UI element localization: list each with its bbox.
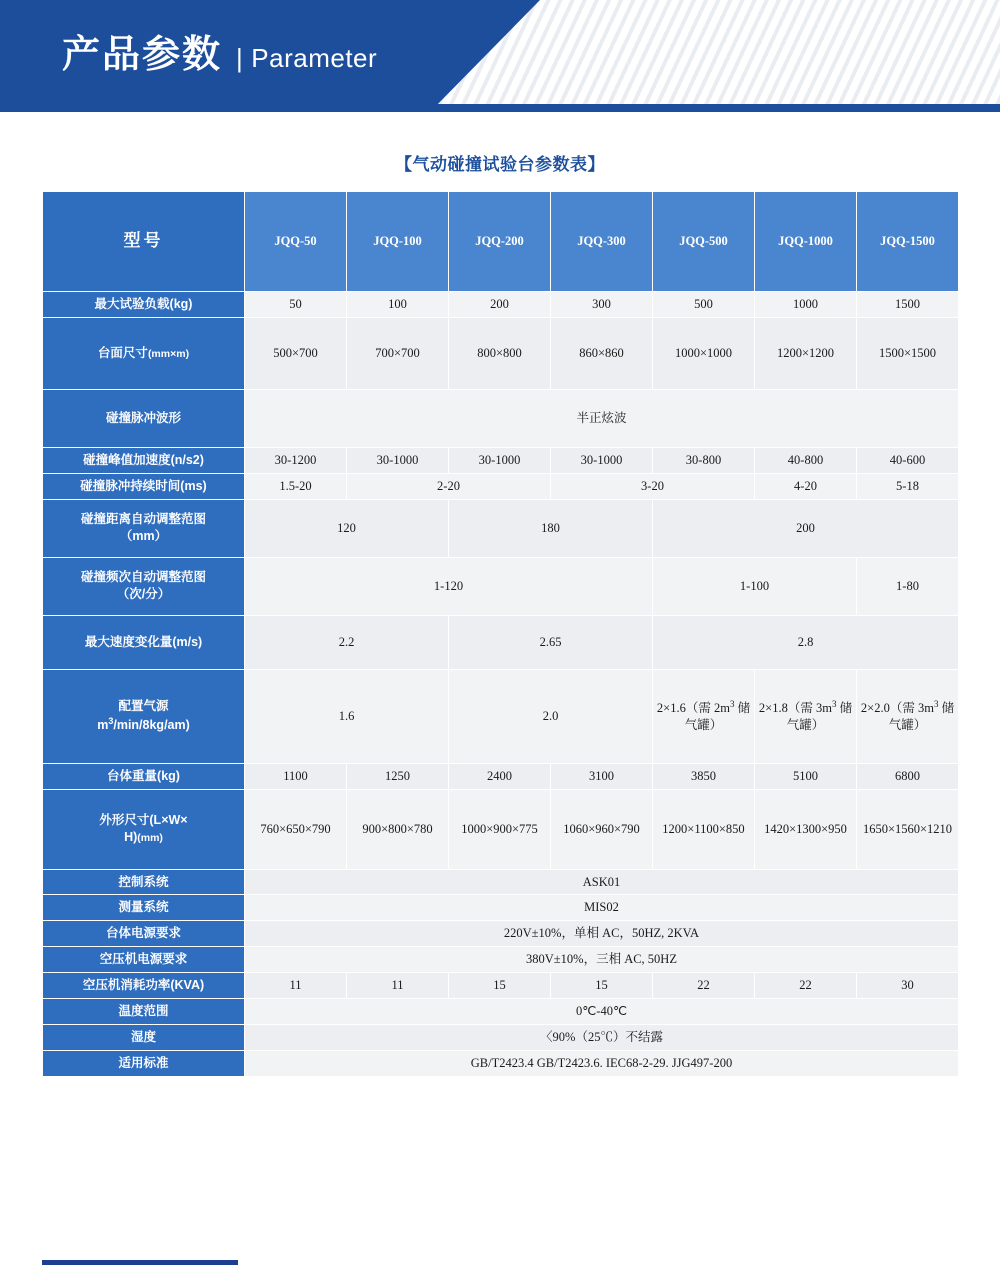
column-header-model: JQQ-500: [653, 192, 755, 292]
table-cell: 30-1000: [347, 447, 449, 473]
spec-table-wrapper: [42, 191, 958, 1077]
table-row: [43, 615, 959, 669]
table-cell: 2-20: [347, 473, 551, 499]
table-row: [43, 389, 959, 447]
row-label: 最大试验负载(kg): [43, 292, 245, 318]
table-cell: 500×700: [245, 317, 347, 389]
table-cell: 15: [449, 973, 551, 999]
table-cell: 30: [857, 973, 959, 999]
table-row: [43, 998, 959, 1024]
table-cell: 5100: [755, 763, 857, 789]
table-cell: 50: [245, 292, 347, 318]
table-cell: 700×700: [347, 317, 449, 389]
column-header-model: JQQ-50: [245, 192, 347, 292]
table-cell: 2×2.0（需 $3m^3$ 储气罐）: [857, 669, 959, 763]
table-cell: ASK01: [245, 869, 959, 895]
table-row: [43, 447, 959, 473]
table-row: [43, 763, 959, 789]
table-row: [43, 1024, 959, 1050]
table-row: [43, 921, 959, 947]
banner-text-group: [62, 36, 377, 74]
table-cell: 1500: [857, 292, 959, 318]
row-label: 空压机电源要求: [43, 947, 245, 973]
table-cell: 2×1.8（需 $3m^3$ 储气罐）: [755, 669, 857, 763]
row-label: 碰撞脉冲持续时间(ms): [43, 473, 245, 499]
table-cell: 〈90%（25℃）不结露: [245, 1024, 959, 1050]
table-header-row: [43, 192, 959, 292]
banner-divider: |: [236, 43, 244, 73]
table-cell: 2.2: [245, 615, 449, 669]
row-label: 最大速度变化量(m/s): [43, 615, 245, 669]
table-cell: 3850: [653, 763, 755, 789]
table-cell: 30-1000: [449, 447, 551, 473]
row-label-header: 型号: [43, 192, 245, 292]
table-row: [43, 317, 959, 389]
table-cell: 900×800×780: [347, 789, 449, 869]
table-cell: 300: [551, 292, 653, 318]
table-cell: 1200×1100×850: [653, 789, 755, 869]
banner-bottom-bar: [0, 104, 1000, 112]
row-label: 碰撞频次自动调整范图 （次/分）: [43, 557, 245, 615]
column-header-model: JQQ-1500: [857, 192, 959, 292]
table-cell: 860×860: [551, 317, 653, 389]
table-cell: 1060×960×790: [551, 789, 653, 869]
table-cell: 4-20: [755, 473, 857, 499]
row-label: 碰撞脉冲波形: [43, 389, 245, 447]
table-cell: 1-80: [857, 557, 959, 615]
table-cell: 半正炫波: [245, 389, 959, 447]
table-cell: 30-800: [653, 447, 755, 473]
row-label: 配置气源 $m^3/\min/8kg/am$): [43, 669, 245, 763]
table-row: [43, 973, 959, 999]
table-row: [43, 669, 959, 763]
row-label: 适用标准: [43, 1050, 245, 1076]
table-cell: 1000×900×775: [449, 789, 551, 869]
table-cell: 1100: [245, 763, 347, 789]
table-cell: 30-1200: [245, 447, 347, 473]
table-cell: 1000: [755, 292, 857, 318]
banner-title-cn: 产品参数: [62, 34, 223, 76]
table-cell: 100: [347, 292, 449, 318]
row-label: 台体电源要求: [43, 921, 245, 947]
column-header-model: JQQ-200: [449, 192, 551, 292]
table-cell: 40-600: [857, 447, 959, 473]
table-cell: 22: [755, 973, 857, 999]
table-cell: 200: [653, 499, 959, 557]
table-row: [43, 789, 959, 869]
table-cell: 30-1000: [551, 447, 653, 473]
table-cell: 2.65: [449, 615, 653, 669]
table-cell: 500: [653, 292, 755, 318]
table-cell: 6800: [857, 763, 959, 789]
table-cell: 1-100: [653, 557, 857, 615]
table-cell: 1420×1300×950: [755, 789, 857, 869]
row-label: 温度范围: [43, 998, 245, 1024]
row-label: 空压机消耗功率(KVA): [43, 973, 245, 999]
table-title: 【气动碰撞试验台参数表】: [395, 155, 605, 174]
spec-table-body: [43, 192, 959, 1077]
table-cell: 1-120: [245, 557, 653, 615]
table-cell: 1000×1000: [653, 317, 755, 389]
row-label: 台面尺寸(mm×m): [43, 317, 245, 389]
table-cell: GB/T2423.4 GB/T2423.6. IEC68-2-29. JJG497-200: [245, 1050, 959, 1076]
table-cell: 2400: [449, 763, 551, 789]
table-cell: 200: [449, 292, 551, 318]
table-cell: 1200×1200: [755, 317, 857, 389]
table-row: [43, 499, 959, 557]
table-cell: 380V±10%，三相 AC, 50HZ: [245, 947, 959, 973]
table-cell: 180: [449, 499, 653, 557]
table-cell: MIS02: [245, 895, 959, 921]
table-cell: 22: [653, 973, 755, 999]
table-cell: 40-800: [755, 447, 857, 473]
table-cell: 11: [347, 973, 449, 999]
table-row: [43, 947, 959, 973]
table-cell: 1.6: [245, 669, 449, 763]
table-cell: 2.8: [653, 615, 959, 669]
table-cell: 5-18: [857, 473, 959, 499]
table-cell: 1250: [347, 763, 449, 789]
table-cell: 15: [551, 973, 653, 999]
row-label: 测量系统: [43, 895, 245, 921]
banner-title-en: [236, 45, 377, 71]
page-banner: [0, 0, 1000, 112]
table-cell: 3-20: [551, 473, 755, 499]
table-cell: 800×800: [449, 317, 551, 389]
row-label: 控制系统: [43, 869, 245, 895]
table-cell: 760×650×790: [245, 789, 347, 869]
table-row: [43, 1050, 959, 1076]
row-label: 外形尺寸(L×W× H)(mm): [43, 789, 245, 869]
table-cell: 120: [245, 499, 449, 557]
spec-table: [42, 191, 959, 1077]
table-cell: 3100: [551, 763, 653, 789]
table-cell: 11: [245, 973, 347, 999]
banner-title-en-text: Parameter: [251, 43, 378, 73]
table-row: [43, 557, 959, 615]
table-cell: 1.5-20: [245, 473, 347, 499]
table-row: [43, 473, 959, 499]
row-label: 碰撞距离自动调整范图 （mm）: [43, 499, 245, 557]
bottom-accent-bar: [42, 1260, 238, 1265]
table-cell: 1500×1500: [857, 317, 959, 389]
row-label: 湿度: [43, 1024, 245, 1050]
column-header-model: JQQ-100: [347, 192, 449, 292]
row-label: 台体重量(kg): [43, 763, 245, 789]
table-cell: 2×1.6（需 $2m^3$ 储气罐）: [653, 669, 755, 763]
column-header-model: JQQ-300: [551, 192, 653, 292]
table-row: [43, 895, 959, 921]
table-row: [43, 869, 959, 895]
table-cell: 1650×1560×1210: [857, 789, 959, 869]
table-row: [43, 292, 959, 318]
table-cell: 220V±10%，单相 AC，50HZ, 2KVA: [245, 921, 959, 947]
column-header-model: JQQ-1000: [755, 192, 857, 292]
table-cell: 0℃-40℃: [245, 998, 959, 1024]
table-cell: 2.0: [449, 669, 653, 763]
row-label: 碰撞峰值加速度(n/s2): [43, 447, 245, 473]
